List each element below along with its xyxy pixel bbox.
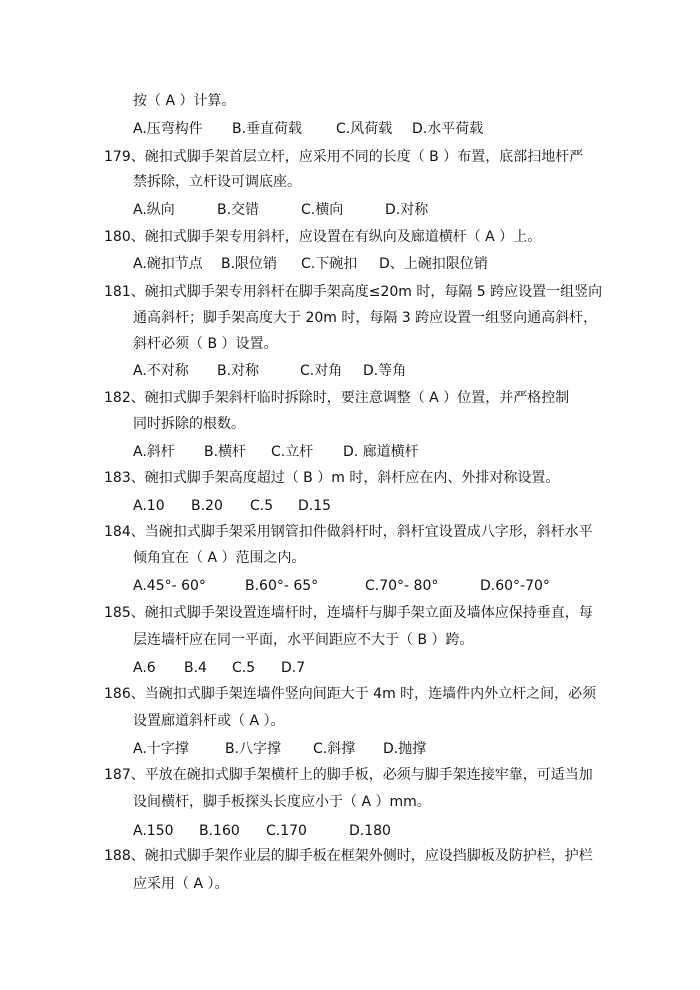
- option-c: C.横向: [301, 202, 344, 218]
- question-187-line-2: 设间横杆，脚手板探头长度应小于（ A ）mm。: [133, 794, 431, 810]
- question-183-line-1: 183、碗扣式脚手架高度超过（ B ）m 时，斜杆应在内、外排对称设置。: [104, 470, 560, 486]
- option-c: C.70°- 80°: [365, 578, 439, 594]
- question-185-line-1: 185、碗扣式脚手架设置连墙杆时，连墙杆与脚手架立面及墙体应保持垂直，每: [104, 605, 593, 621]
- option-d: D.60°-70°: [480, 578, 550, 594]
- option-c: C.风荷载: [336, 121, 393, 137]
- option-d: D.对称: [385, 202, 429, 218]
- option-d: D.抛撑: [383, 741, 427, 757]
- option-a: A.压弯构件: [133, 121, 203, 137]
- question-188-line-2: 应采用（ A ）。: [133, 876, 229, 892]
- question-178-continuation: 按（ A ）计算。: [133, 93, 236, 109]
- question-182-line-2: 同时拆除的根数。: [133, 416, 245, 432]
- option-d: D、上碗扣限位销: [379, 256, 488, 272]
- option-d: D. 廊道横杆: [343, 444, 419, 460]
- question-179-line-2: 禁拆除，立杆设可调底座。: [133, 174, 301, 190]
- option-b: B.交错: [217, 202, 260, 218]
- option-a: A.10: [133, 498, 165, 514]
- question-184-line-1: 184、当碗扣式脚手架采用钢管扣件做斜杆时，斜杆宜设置成八字形，斜杆水平: [104, 524, 593, 540]
- option-a: A.150: [133, 823, 174, 839]
- option-d: D.7: [281, 660, 306, 676]
- question-181-line-1: 181、碗扣式脚手架专用斜杆在脚手架高度≤20m 时，每隔 5 跨应设置一组竖向: [104, 284, 603, 300]
- option-b: B.八字撑: [225, 741, 282, 757]
- option-b: B.横杆: [204, 444, 247, 460]
- question-188-line-1: 188、碗扣式脚手架作业层的脚手板在框架外侧时，应设挡脚板及防护栏，护栏: [104, 848, 593, 864]
- option-c: C.5: [250, 498, 274, 514]
- option-a: A.6: [133, 660, 156, 676]
- question-186-line-1: 186、当碗扣式脚手架连墙件竖向间距大于 4m 时，连墙件内外立杆之间，必须: [104, 686, 597, 702]
- option-a: A.十字撑: [133, 741, 189, 757]
- option-c: C.对角: [300, 363, 343, 379]
- option-c: C.下碗扣: [301, 256, 358, 272]
- option-c: C.170: [266, 823, 307, 839]
- question-186-line-2: 设置廊道斜杆或（ A ）。: [133, 713, 285, 729]
- question-179-line-1: 179、碗扣式脚手架首层立杆，应采用不同的长度（ B ）布置，底部扫地杆严: [104, 149, 584, 165]
- question-187-line-1: 187、平放在碗扣式脚手架横杆上的脚手板，必须与脚手架连接牢靠，可适当加: [104, 767, 593, 783]
- option-a: A.不对称: [133, 363, 189, 379]
- question-180-line-1: 180、碗扣式脚手架专用斜杆，应设置在有纵向及廊道横杆（ A ）上。: [104, 229, 542, 245]
- question-181-line-2: 通高斜杆；脚手架高度大于 20m 时，每隔 3 跨应设置一组竖向通高斜杆，: [133, 310, 598, 326]
- option-c: C.5: [232, 660, 256, 676]
- option-b: B.20: [191, 498, 223, 514]
- option-a: A.碗扣节点: [133, 256, 203, 272]
- option-d: D.180: [349, 823, 391, 839]
- option-a: A.斜杆: [133, 444, 175, 460]
- option-b: B.160: [199, 823, 240, 839]
- question-182-line-1: 182、碗扣式脚手架斜杆临时拆除时，要注意调整（ A ）位置，并严格控制: [104, 390, 570, 406]
- option-a: A.纵向: [133, 202, 175, 218]
- question-181-line-3: 斜杆必须（ B ）设置。: [133, 336, 278, 352]
- option-c: C.立杆: [271, 444, 314, 460]
- option-b: B.对称: [217, 363, 260, 379]
- option-b: B.垂直荷载: [232, 121, 303, 137]
- option-b: B.4: [184, 660, 207, 676]
- option-b: B.限位销: [221, 256, 278, 272]
- option-b: B.60°- 65°: [245, 578, 319, 594]
- option-a: A.45°- 60°: [133, 578, 206, 594]
- option-d: D.15: [298, 498, 332, 514]
- option-d: D.等角: [363, 363, 407, 379]
- question-185-line-2: 层连墙杆应在同一平面，水平间距应不大于（ B ）跨。: [133, 632, 474, 648]
- option-d: D.水平荷载: [412, 121, 484, 137]
- option-c: C.斜撑: [313, 741, 356, 757]
- question-184-line-2: 倾角宜在（ A ）范围之内。: [133, 550, 306, 566]
